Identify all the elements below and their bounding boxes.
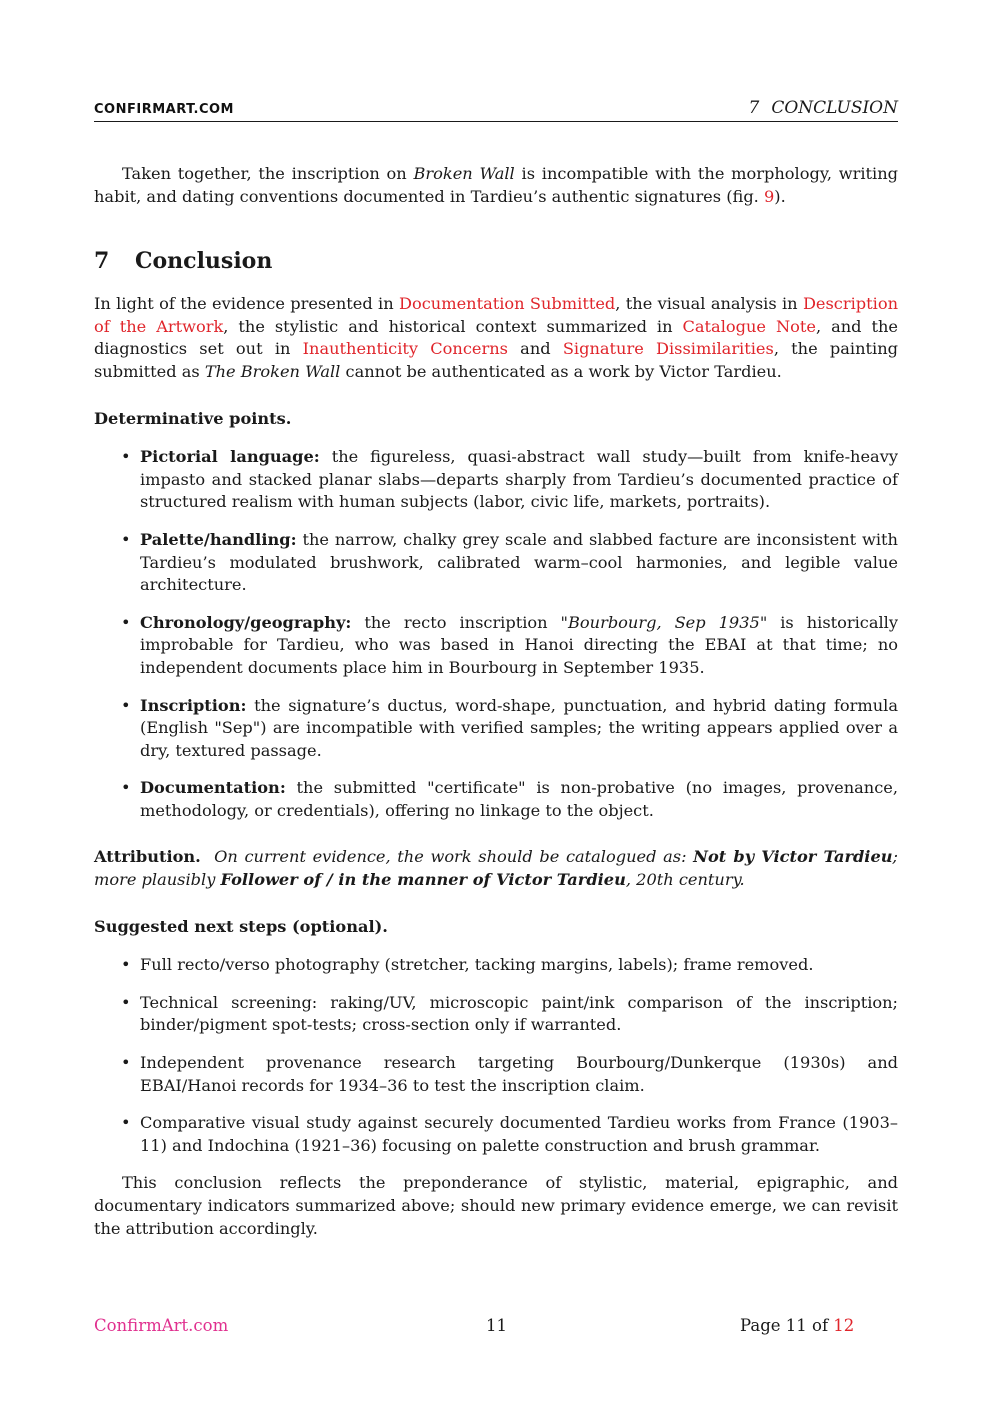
running-section-label: CONCLUSION (771, 98, 898, 118)
section-heading (94, 248, 898, 274)
conclusion-text: , the painting submitted as (94, 339, 898, 381)
page-number: 11 (486, 1316, 507, 1335)
intro-text: Taken together, the inscription on (122, 164, 414, 183)
conclusion-paragraph (94, 293, 898, 383)
list-item (140, 612, 898, 680)
next-steps-heading: Suggested next steps (optional). (94, 916, 388, 936)
point-text: the narrow, chalky grey scale and slabbed facture are inconsistent with Tardieu’s modulated brushwork, calibrated warm–cool harmonies, and legible value architecture. (140, 529, 898, 595)
point-label: Palette/handling: (140, 529, 297, 549)
link-description-of-artwork[interactable]: Description of the Artwork (94, 294, 898, 336)
point-text: the signature’s ductus, word-shape, punctuation, and hybrid dating formula (English "Sep") are incompatible with verified samples; the writing appears applied over a dry, textured passage. (140, 695, 898, 760)
conclusion-text: , the stylistic and historical context summarized in (223, 316, 683, 336)
total-pages-link[interactable]: 12 (833, 1316, 855, 1335)
list-item: • Comparative visual study against securely documented Tardieu works from France (1903–11) and Indochina (1921–36) focusing on palette construction and brush grammar. (140, 1112, 898, 1157)
attribution-text: , 20th century. (625, 870, 745, 890)
attribution-label: Attribution. (94, 847, 201, 867)
determinative-heading: Determinative points. (94, 408, 292, 428)
list-item (140, 529, 898, 597)
list-item: • Independent provenance research targeting Bourbourg/Dunkerque (1930s) and EBAI/Hanoi records for 1934–36 to test the inscription claim. (140, 1052, 898, 1097)
conclusion-text: , the visual analysis in (615, 294, 803, 314)
closing-paragraph: This conclusion reflects the preponderance of stylistic, material, epigraphic, and documentary indicators summarized above; should new primary evidence emerge, we can revisit the attribution accordingly. (94, 1173, 898, 1238)
next-steps-list (94, 954, 898, 1157)
document-page (94, 0, 898, 1404)
artwork-title: The Broken Wall (204, 361, 341, 381)
point-label: Pictorial language: (140, 447, 320, 467)
section-number: 7 (94, 248, 110, 275)
list-item (140, 777, 898, 822)
attribution-text: ; more plausibly (94, 847, 898, 890)
intro-end: ). (774, 186, 786, 206)
determinative-list (94, 446, 898, 822)
page-content (94, 163, 898, 1240)
link-inauthenticity-concerns[interactable]: Inauthenticity Concerns (302, 339, 508, 359)
running-header (94, 97, 898, 122)
point-text: " is historically improbable for Tardieu, who was based in Hanoi directing the EBAI at that time; no independent documents place him in Bourbourg in September 1935. (140, 612, 899, 677)
running-section-number: 7 (748, 98, 760, 118)
figure-link[interactable]: 9 (763, 186, 775, 206)
point-text: the figureless, quasi-abstract wall study—built from knife-heavy impasto and stacked planar slabs—departs sharply from Tardieu’s documented practice of structured realism with human subjects (labor, civic life, markets, portraits). (140, 447, 898, 512)
link-signature-dissimilarities[interactable]: Signature Dissimilarities (562, 339, 774, 359)
artwork-title: Broken Wall (413, 164, 515, 183)
list-item (140, 446, 898, 514)
page-label: Page 11 of (740, 1316, 834, 1335)
section-title: Conclusion (135, 248, 273, 275)
inscription-quote: Bourbourg, Sep 1935 (568, 612, 760, 632)
point-label: Inscription: (140, 695, 247, 715)
link-catalogue-note[interactable]: Catalogue Note (682, 316, 816, 336)
conclusion-text: cannot be authenticated as a work by Victor Tardieu. (340, 361, 782, 381)
point-text: the submitted "certificate" is non-probative (no images, provenance, methodology, or credentials), offering no linkage to the object. (140, 778, 898, 820)
conclusion-text: and (507, 339, 563, 359)
page-of-total (740, 1316, 854, 1335)
conclusion-text: In light of the evidence presented in (94, 294, 399, 314)
list-item (140, 695, 898, 763)
attribution-text: On current evidence, the work should be catalogued as: (214, 847, 694, 867)
intro-text-2: is incompatible with the morphology, writing habit, and dating conventions documented in Tardieu’s authentic signatures (fig. (94, 164, 898, 206)
confirmart-logo: CONFIRMART.COM (94, 102, 234, 117)
point-label: Chronology/geography: (140, 612, 352, 632)
attribution-paragraph (94, 846, 898, 891)
point-text: the recto inscription " (351, 612, 569, 632)
list-item: • Full recto/verso photography (stretcher, tacking margins, labels); frame removed. (140, 954, 898, 977)
link-documentation-submitted[interactable]: Documentation Submitted (399, 294, 616, 314)
list-item: • Technical screening: raking/UV, microscopic paint/ink comparison of the inscription; binder/pigment spot-tests; cross-section only if warranted. (140, 992, 898, 1037)
site-link[interactable]: ConfirmArt.com (94, 1316, 229, 1335)
attribution-alternative: Follower of / in the manner of Victor Tardieu (220, 870, 626, 890)
running-section-title (748, 98, 898, 118)
conclusion-text: , and the diagnostics set out in (94, 316, 899, 359)
attribution-verdict: Not by Victor Tardieu (693, 847, 893, 867)
intro-paragraph (94, 163, 898, 208)
point-label: Documentation: (140, 778, 286, 798)
